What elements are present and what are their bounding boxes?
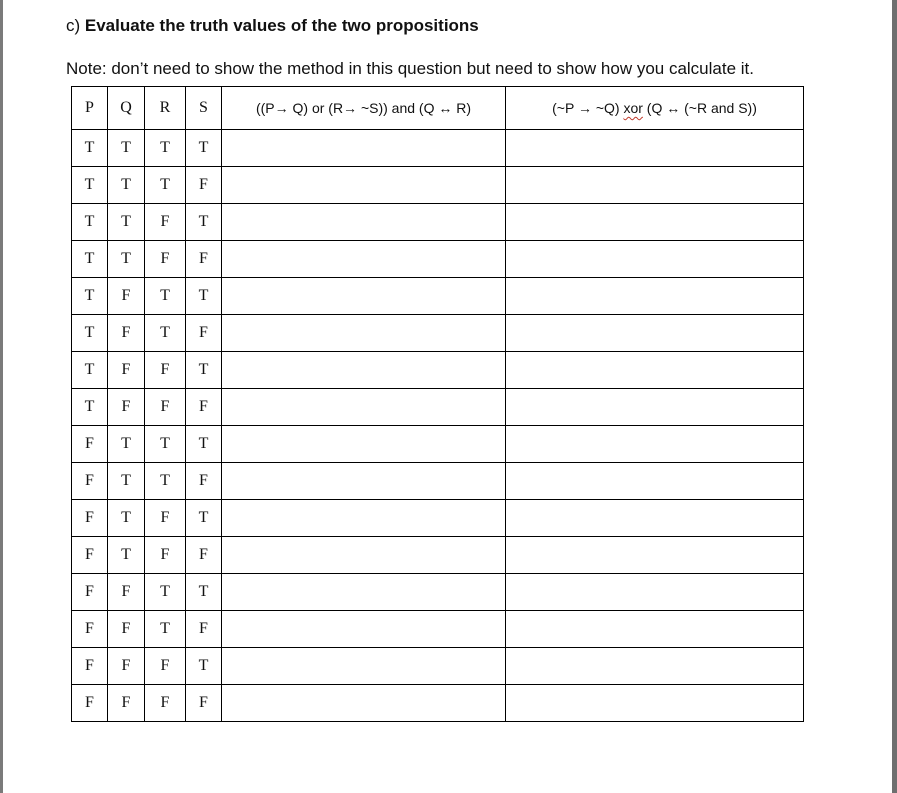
answer-cell-proposition-2[interactable] <box>506 685 804 722</box>
table-row <box>72 537 804 574</box>
table-row <box>72 389 804 426</box>
cell-q: T <box>108 500 145 537</box>
truth-table-body <box>72 130 804 722</box>
answer-cell-proposition-2[interactable] <box>506 278 804 315</box>
header-proposition-1: ((P→ Q) or (R→ ~S)) and (Q ↔ R) <box>222 87 506 130</box>
table-row <box>72 685 804 722</box>
table-row <box>72 204 804 241</box>
table-row <box>72 574 804 611</box>
answer-cell-proposition-1[interactable] <box>222 426 506 463</box>
table-row <box>72 500 804 537</box>
table-row <box>72 278 804 315</box>
cell-p: F <box>72 648 108 685</box>
cell-s: F <box>186 167 222 204</box>
cell-r: T <box>145 463 186 500</box>
cell-p: T <box>72 204 108 241</box>
table-row <box>72 463 804 500</box>
cell-s: F <box>186 537 222 574</box>
answer-cell-proposition-2[interactable] <box>506 426 804 463</box>
cell-r: T <box>145 611 186 648</box>
answer-cell-proposition-1[interactable] <box>222 389 506 426</box>
cell-s: T <box>186 426 222 463</box>
cell-s: T <box>186 500 222 537</box>
cell-p: F <box>72 463 108 500</box>
cell-s: F <box>186 389 222 426</box>
table-row <box>72 315 804 352</box>
cell-r: T <box>145 574 186 611</box>
cell-q: F <box>108 352 145 389</box>
answer-cell-proposition-2[interactable] <box>506 463 804 500</box>
cell-q: T <box>108 537 145 574</box>
answer-cell-proposition-1[interactable] <box>222 130 506 167</box>
cell-r: F <box>145 352 186 389</box>
header-p: P <box>72 87 108 130</box>
cell-p: F <box>72 611 108 648</box>
cell-q: F <box>108 574 145 611</box>
cell-p: T <box>72 315 108 352</box>
answer-cell-proposition-1[interactable] <box>222 167 506 204</box>
table-row <box>72 130 804 167</box>
cell-q: T <box>108 241 145 278</box>
proposition-2-xor: xor <box>623 100 643 116</box>
question-note: Note: don’t need to show the method in this question but need to show how you calculate it. <box>66 59 754 78</box>
answer-cell-proposition-1[interactable] <box>222 500 506 537</box>
cell-q: F <box>108 315 145 352</box>
answer-cell-proposition-1[interactable] <box>222 648 506 685</box>
answer-cell-proposition-2[interactable] <box>506 537 804 574</box>
cell-s: T <box>186 574 222 611</box>
answer-cell-proposition-1[interactable] <box>222 278 506 315</box>
answer-cell-proposition-2[interactable] <box>506 352 804 389</box>
table-row <box>72 648 804 685</box>
cell-r: F <box>145 648 186 685</box>
answer-cell-proposition-1[interactable] <box>222 685 506 722</box>
answer-cell-proposition-2[interactable] <box>506 500 804 537</box>
answer-cell-proposition-1[interactable] <box>222 611 506 648</box>
cell-s: F <box>186 315 222 352</box>
proposition-2-part-2: (Q ↔ (~R and S)) <box>642 100 757 116</box>
cell-p: F <box>72 537 108 574</box>
answer-cell-proposition-1[interactable] <box>222 204 506 241</box>
cell-p: F <box>72 685 108 722</box>
header-row <box>72 87 804 130</box>
answer-cell-proposition-1[interactable] <box>222 537 506 574</box>
question-label: c) <box>66 16 85 35</box>
cell-p: F <box>72 426 108 463</box>
cell-r: F <box>145 685 186 722</box>
header-s: S <box>186 87 222 130</box>
cell-s: F <box>186 463 222 500</box>
answer-cell-proposition-1[interactable] <box>222 574 506 611</box>
answer-cell-proposition-1[interactable] <box>222 463 506 500</box>
cell-r: T <box>145 130 186 167</box>
cell-s: F <box>186 685 222 722</box>
answer-cell-proposition-2[interactable] <box>506 204 804 241</box>
cell-q: F <box>108 278 145 315</box>
cell-p: F <box>72 500 108 537</box>
cell-p: T <box>72 241 108 278</box>
cell-q: T <box>108 463 145 500</box>
cell-r: T <box>145 278 186 315</box>
cell-p: T <box>72 352 108 389</box>
question-heading <box>66 16 479 36</box>
cell-r: T <box>145 426 186 463</box>
cell-s: T <box>186 352 222 389</box>
cell-r: F <box>145 204 186 241</box>
cell-q: F <box>108 611 145 648</box>
cell-p: T <box>72 167 108 204</box>
cell-q: T <box>108 204 145 241</box>
answer-cell-proposition-2[interactable] <box>506 130 804 167</box>
page-left-border <box>0 0 3 793</box>
cell-s: T <box>186 130 222 167</box>
cell-q: F <box>108 389 145 426</box>
table-row <box>72 241 804 278</box>
cell-q: F <box>108 648 145 685</box>
answer-cell-proposition-2[interactable] <box>506 315 804 352</box>
cell-s: F <box>186 611 222 648</box>
table-row <box>72 426 804 463</box>
cell-r: F <box>145 537 186 574</box>
answer-cell-proposition-1[interactable] <box>222 352 506 389</box>
cell-q: T <box>108 130 145 167</box>
answer-cell-proposition-2[interactable] <box>506 389 804 426</box>
truth-table <box>71 86 804 722</box>
table-row <box>72 167 804 204</box>
answer-cell-proposition-1[interactable] <box>222 241 506 278</box>
cell-r: T <box>145 315 186 352</box>
header-proposition-2 <box>506 87 804 130</box>
answer-cell-proposition-2[interactable] <box>506 648 804 685</box>
answer-cell-proposition-2[interactable] <box>506 241 804 278</box>
cell-s: T <box>186 204 222 241</box>
cell-s: T <box>186 648 222 685</box>
question-title: Evaluate the truth values of the two propositions <box>84 16 479 35</box>
answer-cell-proposition-1[interactable] <box>222 315 506 352</box>
answer-cell-proposition-2[interactable] <box>506 574 804 611</box>
proposition-2-part-1: (~P → ~Q) <box>552 100 624 116</box>
cell-q: F <box>108 685 145 722</box>
cell-r: F <box>145 389 186 426</box>
cell-s: T <box>186 278 222 315</box>
cell-p: T <box>72 389 108 426</box>
cell-r: F <box>145 500 186 537</box>
cell-p: T <box>72 130 108 167</box>
page-right-border <box>892 0 897 793</box>
cell-q: T <box>108 167 145 204</box>
table-row <box>72 611 804 648</box>
header-q: Q <box>108 87 145 130</box>
cell-p: T <box>72 278 108 315</box>
cell-s: F <box>186 241 222 278</box>
cell-q: T <box>108 426 145 463</box>
answer-cell-proposition-2[interactable] <box>506 611 804 648</box>
answer-cell-proposition-2[interactable] <box>506 167 804 204</box>
cell-r: T <box>145 167 186 204</box>
cell-r: F <box>145 241 186 278</box>
table-row <box>72 352 804 389</box>
cell-p: F <box>72 574 108 611</box>
header-r: R <box>145 87 186 130</box>
